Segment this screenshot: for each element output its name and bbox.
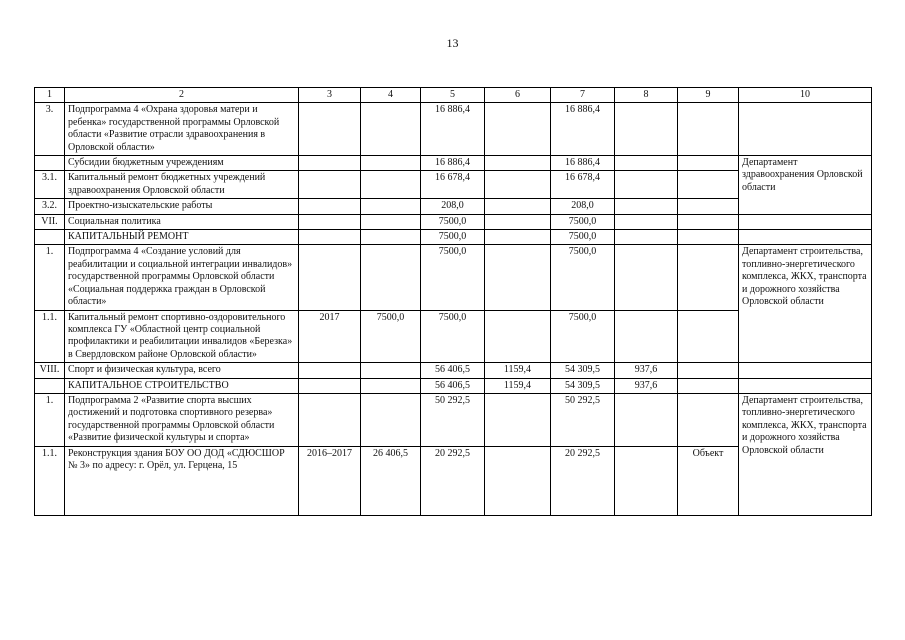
header-cell: 9 (678, 88, 739, 103)
row-number (35, 156, 65, 171)
cell-total: 20 292,5 (421, 446, 485, 515)
cell-local (615, 393, 678, 446)
header-cell: 4 (361, 88, 421, 103)
header-row (35, 88, 872, 103)
header-cell: 3 (299, 88, 361, 103)
table-row (35, 393, 872, 446)
cell-period (299, 103, 361, 156)
cell-type (678, 310, 739, 363)
cell-cost (361, 363, 421, 378)
header-cell: 5 (421, 88, 485, 103)
row-number (35, 378, 65, 393)
cell-regional: 50 292,5 (551, 393, 615, 446)
cell-cost (361, 103, 421, 156)
cell-cost: 26 406,5 (361, 446, 421, 515)
cell-federal (485, 214, 551, 229)
row-description: КАПИТАЛЬНЫЙ РЕМОНТ (65, 230, 299, 245)
table-row (35, 214, 872, 229)
cell-total: 56 406,5 (421, 378, 485, 393)
cell-federal: 1159,4 (485, 378, 551, 393)
table-row (35, 378, 872, 393)
cell-period: 2017 (299, 310, 361, 363)
cell-regional: 54 309,5 (551, 378, 615, 393)
row-description: Субсидии бюджетным учреждениям (65, 156, 299, 171)
cell-local (615, 310, 678, 363)
cell-department: Департамент здравоохранения Орловской области (739, 156, 872, 215)
cell-type (678, 199, 739, 214)
row-number: 1. (35, 245, 65, 310)
table-row (35, 245, 872, 310)
cell-regional: 208,0 (551, 199, 615, 214)
row-number: 3.1. (35, 171, 65, 199)
row-description: КАПИТАЛЬНОЕ СТРОИТЕЛЬСТВО (65, 378, 299, 393)
cell-total: 7500,0 (421, 245, 485, 310)
cell-type (678, 245, 739, 310)
cell-period (299, 199, 361, 214)
cell-total: 16 886,4 (421, 103, 485, 156)
cell-local (615, 199, 678, 214)
row-number: 3. (35, 103, 65, 156)
cell-cost (361, 393, 421, 446)
cell-department-empty (739, 230, 872, 245)
row-number: VII. (35, 214, 65, 229)
cell-local (615, 103, 678, 156)
cell-department-empty (739, 103, 872, 156)
cell-period (299, 230, 361, 245)
cell-local (615, 446, 678, 515)
cell-period: 2016–2017 (299, 446, 361, 515)
cell-local (615, 214, 678, 229)
cell-department: Департамент строительства, топливно-энергетического комплекса, ЖКХ, транспорта и дорожного хозяйства Орловской области (739, 393, 872, 515)
cell-cost (361, 230, 421, 245)
row-description: Реконструкция здания БОУ ОО ДОД «СДЮСШОР № 3» по адресу: г. Орёл, ул. Герцена, 15 (65, 446, 299, 515)
row-description: Социальная политика (65, 214, 299, 229)
cell-regional: 16 678,4 (551, 171, 615, 199)
cell-federal: 1159,4 (485, 363, 551, 378)
cell-local (615, 245, 678, 310)
cell-cost (361, 199, 421, 214)
header-cell: 6 (485, 88, 551, 103)
cell-federal (485, 310, 551, 363)
table-row (35, 363, 872, 378)
cell-type (678, 171, 739, 199)
cell-total: 7500,0 (421, 230, 485, 245)
cell-period (299, 393, 361, 446)
cell-cost (361, 214, 421, 229)
cell-total: 50 292,5 (421, 393, 485, 446)
cell-period (299, 378, 361, 393)
page-number: 13 (446, 36, 459, 50)
table-row (35, 230, 872, 245)
header-cell: 1 (35, 88, 65, 103)
cell-federal (485, 171, 551, 199)
cell-type (678, 156, 739, 171)
cell-cost (361, 156, 421, 171)
cell-department-empty (739, 214, 872, 229)
cell-total: 7500,0 (421, 310, 485, 363)
cell-local: 937,6 (615, 363, 678, 378)
row-description: Подпрограмма 4 «Создание условий для реабилитации и социальной интеграции инвалидов» государственной программы Орловской области «Социальная поддержка граждан в Орловской области» (65, 245, 299, 310)
cell-type (678, 230, 739, 245)
cell-period (299, 245, 361, 310)
row-description: Подпрограмма 4 «Охрана здоровья матери и ребенка» государственной программы Орловской области «Развитие отрасли здравоохранения в Орловской области» (65, 103, 299, 156)
row-description: Капитальный ремонт спортивно-оздоровительного комплекса ГУ «Областной центр социальной профилактики и реабилитации инвалидов «Березка» в Свердловском районе Орловской области» (65, 310, 299, 363)
row-description: Проектно-изыскательские работы (65, 199, 299, 214)
row-description: Капитальный ремонт бюджетных учреждений здравоохранения Орловской области (65, 171, 299, 199)
cell-type (678, 363, 739, 378)
cell-federal (485, 245, 551, 310)
budget-table (34, 87, 872, 516)
table-row (35, 103, 872, 156)
cell-federal (485, 230, 551, 245)
cell-local: 937,6 (615, 378, 678, 393)
cell-federal (485, 156, 551, 171)
cell-period (299, 171, 361, 199)
cell-regional: 7500,0 (551, 310, 615, 363)
header-cell: 8 (615, 88, 678, 103)
cell-regional: 16 886,4 (551, 103, 615, 156)
cell-total: 208,0 (421, 199, 485, 214)
cell-type (678, 103, 739, 156)
cell-regional: 7500,0 (551, 245, 615, 310)
cell-cost (361, 245, 421, 310)
cell-type (678, 393, 739, 446)
cell-regional: 16 886,4 (551, 156, 615, 171)
cell-cost: 7500,0 (361, 310, 421, 363)
row-number: 1.1. (35, 446, 65, 515)
header-cell: 2 (65, 88, 299, 103)
row-number: 3.2. (35, 199, 65, 214)
row-description: Спорт и физическая культура, всего (65, 363, 299, 378)
cell-local (615, 230, 678, 245)
row-number: 1.1. (35, 310, 65, 363)
cell-period (299, 214, 361, 229)
cell-local (615, 171, 678, 199)
table-row (35, 156, 872, 171)
row-number: 1. (35, 393, 65, 446)
cell-department-empty (739, 378, 872, 393)
cell-federal (485, 103, 551, 156)
row-number (35, 230, 65, 245)
cell-total: 7500,0 (421, 214, 485, 229)
cell-regional: 7500,0 (551, 230, 615, 245)
header-cell: 10 (739, 88, 872, 103)
cell-period (299, 156, 361, 171)
cell-department: Департамент строительства, топливно-энергетического комплекса, ЖКХ, транспорта и дорожного хозяйства Орловской области (739, 245, 872, 363)
cell-federal (485, 199, 551, 214)
cell-type (678, 214, 739, 229)
cell-local (615, 156, 678, 171)
cell-total: 56 406,5 (421, 363, 485, 378)
cell-cost (361, 171, 421, 199)
cell-regional: 54 309,5 (551, 363, 615, 378)
cell-total: 16 678,4 (421, 171, 485, 199)
cell-total: 16 886,4 (421, 156, 485, 171)
cell-period (299, 363, 361, 378)
cell-regional: 20 292,5 (551, 446, 615, 515)
cell-type (678, 378, 739, 393)
cell-cost (361, 378, 421, 393)
cell-department-empty (739, 363, 872, 378)
row-description: Подпрограмма 2 «Развитие спорта высших достижений и подготовка спортивного резерва» государственной программы Орловской области «Развитие физической культуры и спорта» (65, 393, 299, 446)
row-number: VIII. (35, 363, 65, 378)
cell-federal (485, 393, 551, 446)
cell-regional: 7500,0 (551, 214, 615, 229)
cell-type: Объект (678, 446, 739, 515)
cell-federal (485, 446, 551, 515)
header-cell: 7 (551, 88, 615, 103)
